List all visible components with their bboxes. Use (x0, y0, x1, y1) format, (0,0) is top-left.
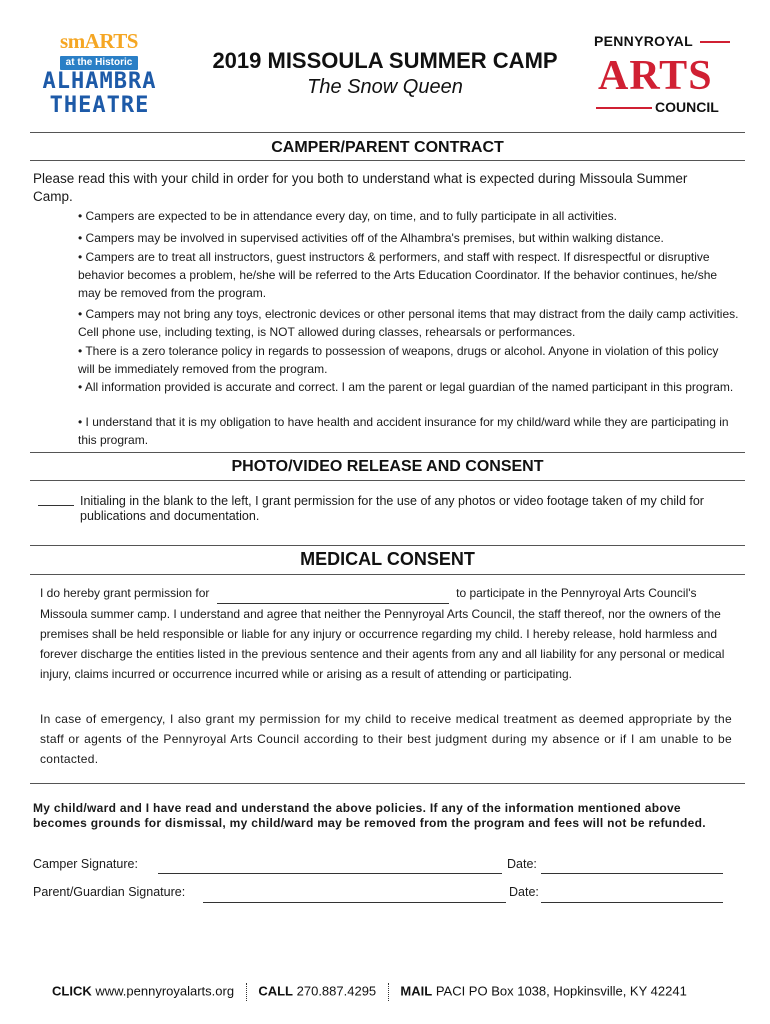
medical-permission-body: Council's Missoula summer camp. I understand and agree that neither the Pennyroyal Arts Council, the staff thereof, nor the owners of the premises shall be held responsible or liable for any injury or occurrence regarding my child. I hereby release, hold harmless and forever discharge the entities listed in the previous sentence and their agents from any and all liability for any personal or medical injury, claims incurred or occurrence incurred while or arising as a result of attending or participating. (40, 586, 725, 681)
emergency-paragraph: In case of emergency, I also grant my permission for my child to receive medical treatment as deemed appropriate by the staff or agents of the Pennyroyal Arts Council according to their best judgment during my absence or if I am unable to be contacted. (40, 712, 732, 766)
footer-contact (52, 983, 752, 1001)
medical-permission-end: to participate in the Pennyroyal Arts (456, 586, 645, 600)
footer-click-label: CLICK (52, 983, 92, 999)
alhambra-theatre-logo (22, 70, 177, 118)
pennyroyal-text: PENNYROYAL (594, 33, 693, 49)
smarts-logo (52, 30, 146, 70)
contract-bullet: • There is a zero tolerance policy in regards to possession of weapons, drugs or alcohol. Anyone in violation of this policy will be immediately removed from the program. (78, 344, 719, 376)
council-text: COUNCIL (655, 99, 719, 115)
logo-accent-line (700, 41, 730, 43)
footer-separator (388, 983, 389, 1001)
photo-consent-text: Initialing in the blank to the left, I grant permission for the use of any photos or video footage taken of my child for publications and documentation. (80, 494, 704, 523)
footer-address: PACI PO Box 1038, Hopkinsville, KY 42241 (435, 983, 687, 999)
footer-mail-label: MAIL (400, 983, 433, 999)
contract-bullet: • Campers may be involved in supervised activities off of the Alhambra's premises, but within walking distance. (78, 231, 664, 245)
contract-bullet: • All information provided is accurate and correct. I am the parent or legal guardian of the named participant in this program. (78, 380, 734, 394)
section-divider (30, 480, 745, 481)
child-name-field[interactable] (217, 583, 449, 604)
parent-signature-field[interactable] (203, 902, 506, 903)
parent-signature-label: Parent/Guardian Signature: (33, 885, 186, 899)
agreement-statement: My child/ward and I have read and understand the above policies. If any of the information mentioned above becomes grounds for dismissal, my child/ward may be removed from the program and fees will not be refunded. (33, 801, 706, 830)
arts-logo-text (598, 52, 713, 100)
alhambra-text: ALHAMBRA (42, 69, 157, 94)
contract-intro: Please read this with your child in order for you both to understand what is expected during Missoula Summer Camp. (33, 171, 688, 204)
contract-bullet: • I understand that it is my obligation to have health and accident insurance for my child/ward while they are participating in this program. (78, 415, 729, 447)
theatre-text: THEATRE (49, 93, 150, 118)
section-divider (30, 783, 745, 784)
smarts-logo-text: smARTS (60, 29, 138, 53)
page-subtitle: The Snow Queen (307, 76, 463, 98)
arts-logo-word: ARTS (598, 53, 713, 99)
medical-paragraph (40, 583, 730, 684)
section-divider (30, 160, 745, 161)
section-divider (30, 574, 745, 575)
footer-phone: 270.887.4295 (296, 983, 377, 999)
page-title: 2019 MISSOULA SUMMER CAMP (212, 48, 558, 73)
photo-heading: PHOTO/VIDEO RELEASE AND CONSENT (231, 458, 544, 475)
camper-signature-label: Camper Signature: (33, 857, 138, 871)
medical-permission-start: I do hereby grant permission for (40, 586, 210, 600)
footer-website[interactable]: www.pennyroyalarts.org (95, 983, 235, 999)
initial-blank[interactable] (38, 505, 74, 506)
footer-call-label: CALL (258, 983, 293, 999)
contract-heading: CAMPER/PARENT CONTRACT (271, 139, 504, 156)
contract-bullet: • Campers are expected to be in attendance every day, on time, and to fully participate in all activities. (78, 209, 617, 223)
contract-bullet: • Campers may not bring any toys, electronic devices or other personal items that may distract from the daily camp activities. Cell phone use, including texting, is NOT allowed during classes, rehearsals or performances. (78, 307, 739, 339)
section-divider (30, 545, 745, 546)
section-divider (30, 452, 745, 453)
camper-signature-field[interactable] (158, 873, 502, 874)
contract-bullet: • Campers are to treat all instructors, guest instructors & performers, and staff with respect. If disrespectful or disruptive behavior becomes a problem, he/she will be referred to the Arts Education Coordinator. If the behavior continues, he/she may be removed from the program. (78, 250, 718, 300)
logo-accent-line (596, 107, 652, 109)
section-divider (30, 132, 745, 133)
camper-date-field[interactable] (541, 873, 723, 874)
footer-separator (246, 983, 247, 1001)
parent-date-label: Date: (509, 885, 539, 899)
camper-date-label: Date: (507, 857, 537, 871)
medical-heading: MEDICAL CONSENT (300, 549, 475, 569)
at-the-historic-label: at the Historic (60, 56, 139, 70)
parent-date-field[interactable] (541, 902, 723, 903)
